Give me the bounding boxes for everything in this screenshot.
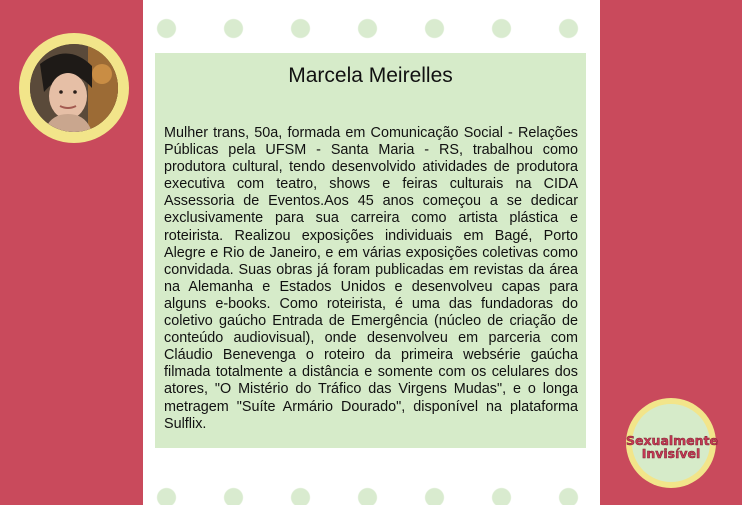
logo-inner	[626, 404, 719, 482]
logo-badge	[626, 398, 719, 488]
bio-card	[155, 53, 586, 448]
logo-line-2: Invisível	[641, 446, 701, 461]
logo-text	[626, 433, 719, 461]
profile-name: Marcela Meirelles	[288, 64, 453, 87]
avatar-frame	[19, 33, 129, 143]
avatar-portrait	[30, 44, 118, 132]
profile-bio: Mulher trans, 50a, formada em Comunicação Social - Relações Públicas pela UFSM - Santa Maria - RS, trabalhou como produtora cultural, tendo desenvolvido atividades de produtora executiva com teatro, shows e feiras culturais na CIDA Assessoria de Eventos.Aos 45 anos começou a se dedicar exclusivamente para sua carreira como artista plástica e roteirista. Realizou exposições individuais em Bagé, Porto Alegre e Rio de Janeiro, e em várias exposições coletivas como convidada. Suas obras já foram publicadas em revistas da área na Alemanha e Estados Unidos e desenvolveu capas para alguns e-books. Como roteirista, é uma das fundadoras do coletivo gaúcho Entrada de Emergência (núcleo de criação de conteúdo audiovisual), onde desenvolveu em parceria com Cláudio Benevenga o roteiro da primeira websérie gaúcha filmada totalmente a distância e somente com os celulares dos atores, "O Mistério do Tráfico das Virgens Mudas", e o longa metragem "Suíte Armário Dourado", disponível na plataforma Sulflix.	[164, 125, 578, 432]
avatar	[30, 44, 118, 132]
logo-line-1: Sexualmente	[626, 433, 719, 448]
